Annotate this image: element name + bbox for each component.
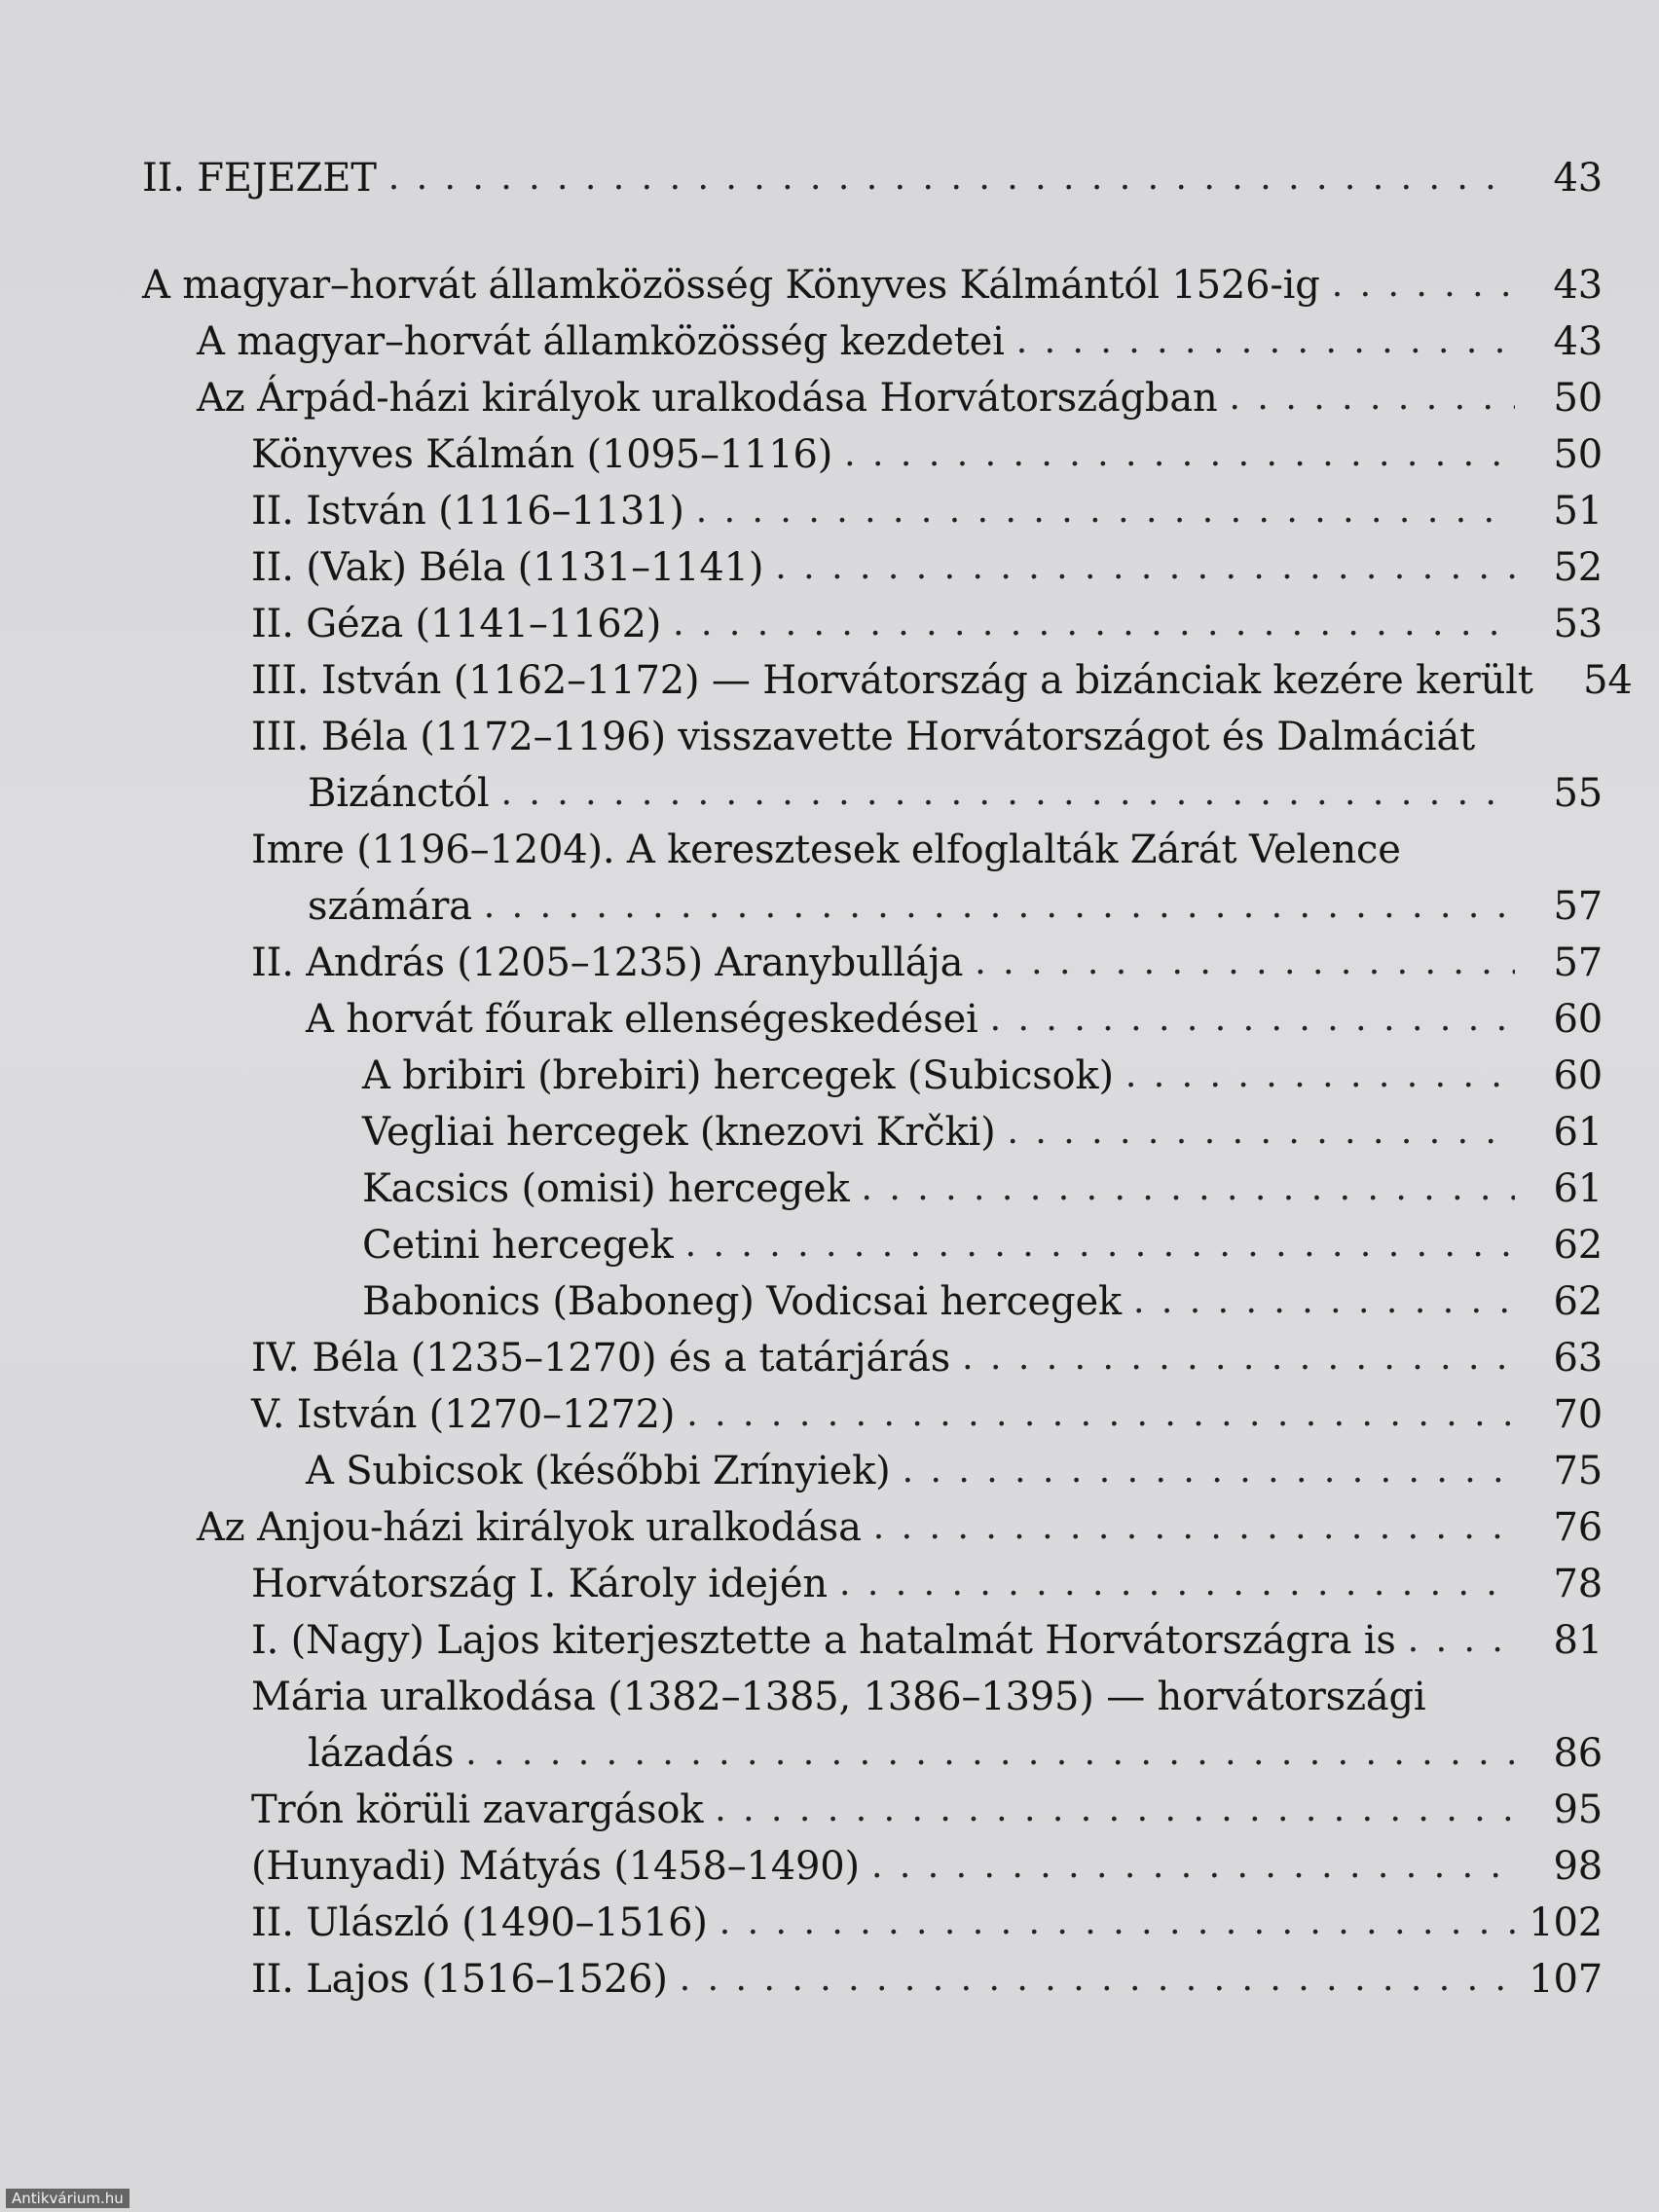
toc-entry-title: (Hunyadi) Mátyás (1458–1490) <box>251 1844 860 1889</box>
toc-entry <box>142 1273 1603 1330</box>
table-of-contents <box>142 150 1633 2008</box>
toc-entry <box>142 539 1603 596</box>
dot-leader <box>1016 313 1515 370</box>
toc-entry-title: Az Árpád-házi királyok uralkodása Horvátországban <box>197 376 1218 421</box>
page-number: 63 <box>1553 1336 1603 1381</box>
page-number: 102 <box>1529 1900 1603 1945</box>
toc-entry-title: Vegliai hercegek (knezovi Krčki) <box>362 1110 996 1155</box>
toc-entry-title: Az Anjou-házi királyok uralkodása <box>197 1505 862 1550</box>
dot-leader <box>903 1443 1515 1499</box>
toc-entry-continuation <box>142 878 1603 935</box>
page-number: 53 <box>1553 602 1603 646</box>
dot-leader <box>685 1217 1515 1273</box>
toc-entry-title: Babonics (Baboneg) Vodicsai hercegek <box>362 1279 1122 1324</box>
toc-entry-title-continued: Bizánctól <box>308 771 490 816</box>
toc-entry <box>142 596 1603 652</box>
page-number: 76 <box>1553 1505 1603 1550</box>
toc-entry <box>142 483 1603 539</box>
dot-leader <box>1007 1104 1515 1161</box>
toc-entry-title: A horvát főurak ellenségeskedései <box>306 997 978 1042</box>
toc-entry <box>142 1048 1603 1104</box>
dot-leader <box>775 539 1515 596</box>
page-number: 60 <box>1553 997 1603 1042</box>
page-number: 50 <box>1553 432 1603 477</box>
page-number: 70 <box>1553 1392 1603 1437</box>
page-number: 81 <box>1553 1618 1603 1663</box>
section-spacer <box>142 206 1603 257</box>
dot-leader <box>715 1782 1515 1838</box>
page-number: 43 <box>1553 319 1603 364</box>
dot-leader <box>873 1499 1515 1556</box>
page-number: 57 <box>1553 940 1603 985</box>
toc-entry-title-continued: lázadás <box>308 1731 455 1776</box>
toc-entry <box>142 709 1603 765</box>
toc-entry <box>142 652 1633 709</box>
dot-leader <box>1332 257 1515 313</box>
toc-entry <box>142 1951 1603 2008</box>
toc-entry-title-continued: számára <box>308 884 472 929</box>
toc-entry-title: II. István (1116–1131) <box>251 489 684 534</box>
page-number: 43 <box>1553 263 1603 308</box>
toc-entry-title: A magyar–horvát államközösség kezdetei <box>197 319 1005 364</box>
toc-entry <box>142 1895 1603 1951</box>
toc-entry <box>142 1443 1603 1499</box>
toc-entry <box>142 1556 1603 1612</box>
dot-leader <box>844 426 1515 483</box>
toc-entry-title: III. István (1162–1172) — Horvátország a bizánciak kezére került <box>251 658 1533 703</box>
page-number: 95 <box>1553 1788 1603 1832</box>
dot-leader <box>719 1895 1515 1951</box>
dot-leader <box>680 1951 1515 2008</box>
toc-entry-title: Trón körüli zavargások <box>251 1788 704 1832</box>
toc-entry-continuation <box>142 1725 1603 1782</box>
dot-leader <box>1125 1048 1515 1104</box>
page-number: 98 <box>1553 1844 1603 1889</box>
toc-entry <box>142 991 1603 1048</box>
page-number: 52 <box>1553 545 1603 590</box>
dot-leader <box>1133 1273 1515 1330</box>
dot-leader <box>862 1161 1516 1217</box>
toc-entry-title: Horvátország I. Károly idején <box>251 1562 828 1606</box>
toc-entry-title: A Subicsok (későbbi Zrínyiek) <box>306 1449 891 1493</box>
dot-leader <box>388 150 1515 206</box>
dot-leader <box>484 878 1515 935</box>
dot-leader <box>1230 370 1515 426</box>
toc-entry <box>142 1669 1603 1725</box>
toc-entry-title: II. FEJEZET <box>142 156 377 201</box>
page-number: 62 <box>1553 1223 1603 1268</box>
dot-leader <box>871 1838 1515 1895</box>
toc-entry-title: A bribiri (brebiri) hercegek (Subicsok) <box>362 1053 1114 1098</box>
toc-entry-title: A magyar–horvát államközösség Könyves Kálmántól 1526-ig <box>142 263 1320 308</box>
toc-entry <box>142 1330 1603 1386</box>
dot-leader <box>1408 1612 1515 1669</box>
toc-entry-title: Könyves Kálmán (1095–1116) <box>251 432 833 477</box>
toc-entry-title: II. (Vak) Béla (1131–1141) <box>251 545 764 590</box>
toc-entry-title: II. Géza (1141–1162) <box>251 602 662 646</box>
page-number: 86 <box>1553 1731 1603 1776</box>
page-number: 61 <box>1553 1166 1603 1211</box>
toc-entry <box>142 313 1603 370</box>
page-number: 51 <box>1553 489 1603 534</box>
chapter-heading <box>142 150 1603 206</box>
toc-entry-title: II. András (1205–1235) Aranybullája <box>251 940 964 985</box>
dot-leader <box>975 935 1515 991</box>
toc-entry-title: II. Ulászló (1490–1516) <box>251 1900 708 1945</box>
toc-entry <box>142 1838 1603 1895</box>
toc-entry <box>142 1499 1603 1556</box>
toc-entry <box>142 1782 1603 1838</box>
dot-leader <box>962 1330 1515 1386</box>
dot-leader <box>990 991 1515 1048</box>
toc-entry-title: II. Lajos (1516–1526) <box>251 1957 668 2002</box>
dot-leader <box>500 765 1515 822</box>
dot-leader <box>673 596 1515 652</box>
toc-entry-title: Cetini hercegek <box>362 1223 674 1268</box>
page-number: 75 <box>1553 1449 1603 1493</box>
toc-entry <box>142 257 1603 313</box>
toc-entry <box>142 1386 1603 1443</box>
toc-entry <box>142 1612 1603 1669</box>
page-number: 62 <box>1553 1279 1603 1324</box>
page-number: 55 <box>1553 771 1603 816</box>
toc-entry <box>142 1104 1603 1161</box>
toc-entry-title: Imre (1196–1204). A keresztesek elfoglalták Zárát Velence <box>251 828 1401 872</box>
toc-entry <box>142 1217 1603 1273</box>
toc-entry <box>142 935 1603 991</box>
toc-entry-title: V. István (1270–1272) <box>251 1392 676 1437</box>
toc-entry <box>142 370 1603 426</box>
toc-entry-title: Kacsics (omisi) hercegek <box>362 1166 850 1211</box>
dot-leader <box>839 1556 1515 1612</box>
toc-entry <box>142 1161 1603 1217</box>
page-number: 78 <box>1553 1562 1603 1606</box>
toc-entry-continuation <box>142 765 1603 822</box>
toc-entry-title: I. (Nagy) Lajos kiterjesztette a hatalmát Horvátországra is <box>251 1618 1396 1663</box>
page-number: 57 <box>1553 884 1603 929</box>
toc-entry-title: III. Béla (1172–1196) visszavette Horvátországot és Dalmáciát <box>251 715 1475 759</box>
page-number: 60 <box>1553 1053 1603 1098</box>
dot-leader <box>465 1725 1515 1782</box>
page-number: 61 <box>1553 1110 1603 1155</box>
page-number: 107 <box>1529 1957 1603 2002</box>
watermark: Antikvárium.hu <box>6 2189 129 2208</box>
toc-entry <box>142 822 1603 878</box>
toc-entry <box>142 426 1603 483</box>
dot-leader <box>696 483 1515 539</box>
dot-leader <box>686 1386 1515 1443</box>
page-number: 43 <box>1553 156 1603 201</box>
page-number: 54 <box>1583 658 1633 703</box>
toc-entry-title: IV. Béla (1235–1270) és a tatárjárás <box>251 1336 951 1381</box>
page-number: 50 <box>1553 376 1603 421</box>
toc-entry-title: Mária uralkodása (1382–1385, 1386–1395) — horvátországi <box>251 1675 1426 1719</box>
